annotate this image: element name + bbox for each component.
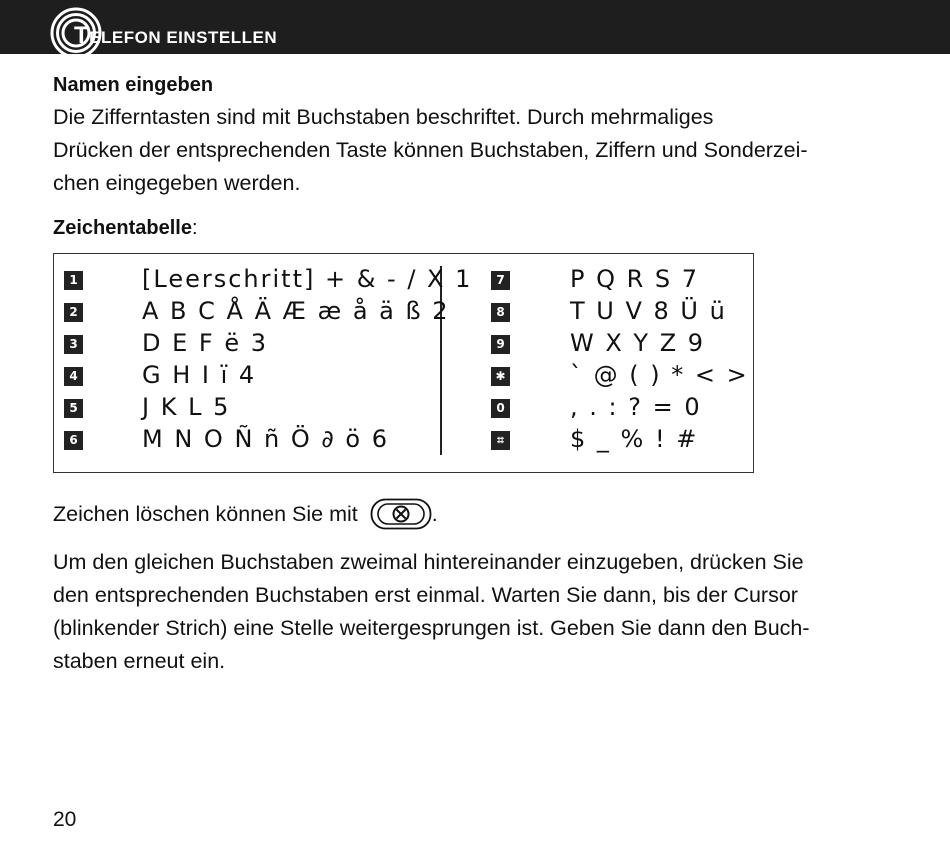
delete-text: Zeichen löschen können Sie mit (53, 501, 358, 526)
key-hash-chars: $ _ % ! # (570, 425, 699, 453)
table-row-key-star (491, 360, 510, 392)
key-6-chars: M N O Ñ ñ Ö ∂ ö 6 (142, 425, 389, 453)
key-2-icon: 2 (64, 303, 83, 322)
paragraph-line: staben erneut ein. (53, 649, 226, 673)
intro-paragraph (53, 101, 808, 200)
table-row-key-9 (491, 328, 510, 360)
key-6-icon: 6 (64, 431, 83, 450)
table-row-key-5 (64, 392, 83, 424)
key-8-icon: 8 (491, 303, 510, 322)
table-row-key-2 (64, 296, 83, 328)
intro-line: Die Zifferntasten sind mit Buchstaben beschriftet. Durch mehrmaliges (53, 105, 714, 129)
repeat-letter-paragraph (53, 546, 810, 678)
chapter-header (0, 0, 950, 54)
key-2-chars: A B C Å Ä Æ æ å ä ß 2 (142, 297, 450, 325)
key-5-icon: 5 (64, 399, 83, 418)
key-8-chars: T U V 8 Ü ü (570, 297, 727, 325)
table-row-key-1 (64, 264, 83, 296)
delete-key-icon (370, 498, 432, 530)
key-0-icon: 0 (491, 399, 510, 418)
hash-key-icon: ⌗ (491, 431, 510, 450)
chapter-title: TELEFON EINSTELLEN (74, 22, 278, 49)
table-heading: Zeichentabelle: (53, 217, 198, 239)
section-heading: Namen eingeben (53, 74, 214, 96)
key-7-chars: P Q R S 7 (570, 265, 700, 293)
paragraph-line: (blinkender Strich) eine Stelle weitergesprungen ist. Geben Sie dann den Buch- (53, 616, 810, 640)
key-1-icon: 1 (64, 271, 83, 290)
character-table (53, 253, 754, 473)
table-row-key-hash (491, 424, 510, 456)
table-divider (440, 266, 442, 455)
table-row-key-6 (64, 424, 83, 456)
page-number: 20 (53, 808, 77, 831)
paragraph-line: den entsprechenden Buchstaben erst einmal. Warten Sie dann, bis der Cursor (53, 583, 798, 607)
intro-line: Drücken der entsprechenden Taste können Buchstaben, Ziffern und Sonderzei- (53, 138, 808, 162)
table-row-key-0 (491, 392, 510, 424)
key-7-icon: 7 (491, 271, 510, 290)
paragraph-line: Um den gleichen Buchstaben zweimal hintereinander einzugeben, drücken Sie (53, 550, 804, 574)
key-1-chars: [Leerschritt] + & - / X 1 (142, 265, 473, 293)
key-3-icon: 3 (64, 335, 83, 354)
table-row-key-8 (491, 296, 510, 328)
key-4-icon: 4 (64, 367, 83, 386)
key-3-chars: D E F ë 3 (142, 329, 268, 357)
key-5-chars: J K L 5 (142, 393, 231, 421)
star-key-icon: ✱ (491, 367, 510, 386)
table-row-key-3 (64, 328, 83, 360)
intro-line: chen eingegeben werden. (53, 171, 301, 195)
delete-instruction (53, 498, 438, 530)
key-4-chars: G H I ï 4 (142, 361, 257, 389)
key-star-chars: ` @ ( ) * < > (570, 361, 749, 389)
key-0-chars: , . : ? = 0 (570, 393, 702, 421)
table-row-key-4 (64, 360, 83, 392)
delete-suffix: . (431, 501, 438, 526)
key-9-chars: W X Y Z 9 (570, 329, 706, 357)
table-row-key-7 (491, 264, 510, 296)
key-9-icon: 9 (491, 335, 510, 354)
